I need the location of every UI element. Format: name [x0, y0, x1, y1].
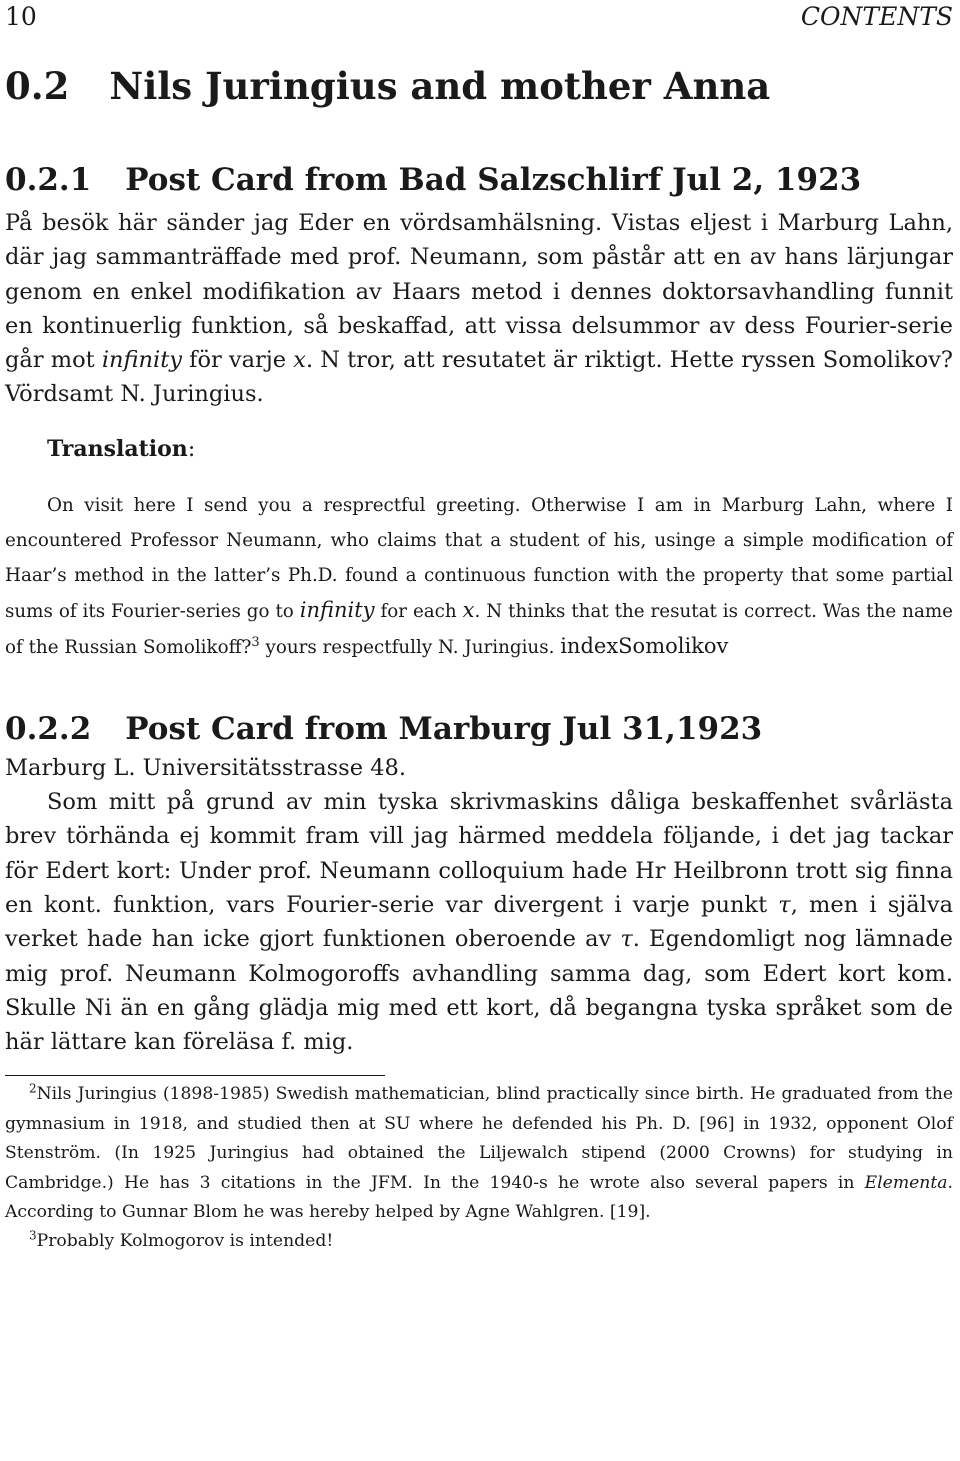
- trans-index: indexSomolikov: [560, 633, 729, 658]
- footnote-2-italic: Elementa: [864, 1172, 948, 1193]
- footnote-mark-3: 3: [251, 634, 260, 650]
- card1-title: Post Card from Bad Salzschlirf Jul 2, 1923: [125, 162, 862, 198]
- card1-text: [5, 206, 953, 412]
- card2-address: Marburg L. Universitätsstrasse 48.: [5, 754, 406, 781]
- footnote-3-text: Probably Kolmogorov is intended!: [36, 1231, 334, 1252]
- card1-number: 0.2.1: [5, 162, 92, 198]
- section-title: Nils Juringius and mother Anna: [109, 64, 771, 108]
- card1-text-b: för varje: [181, 347, 294, 374]
- footnote-2-text-a: Nils Juringius (1898-1985) Swedish mathematician, blind practically since birth. He graduated from the gymnasium in 1918, and studied then at SU where he defended his Ph. D. [96] in 1932, opponent Olof Stenström. (In 1925 Juringius had obtained the Liljewalch stipend (2000 Crowns) for studying in Cambridge.) He has 3 citations in the JFM. In the 1940-s he wrote also several papers in: [5, 1084, 953, 1193]
- translation-text: [5, 488, 953, 665]
- card1-text-c: . N tror, att resutatet är riktigt. Hette ryssen Somolikov? Vördsamt N. Juringius.: [5, 347, 953, 408]
- card2-text: [5, 785, 953, 1059]
- running-head: [5, 0, 953, 30]
- translation-label: [47, 432, 953, 467]
- math-x: x: [293, 347, 306, 374]
- card2-number: 0.2.2: [5, 710, 92, 747]
- card2-text-c: . Egendomligt nog lämnade mig prof. Neumann Kolmogoroffs avhandling samma dag, som Edert kort kom. Skulle Ni än en gång glädja mig med ett kort, då begangna tyska språket som de här lättare kan föreläsa f. mig.: [5, 926, 953, 1056]
- footnote-2-mark: 2: [29, 1081, 37, 1096]
- footnote-2-text-b: . According to Gunnar Blom he was hereby helped by Agne Wahlgren. [19].: [5, 1172, 953, 1223]
- footnote-3: [5, 1227, 953, 1256]
- card1-text-a: På besök här sänder jag Eder en vördsamhälsning. Vistas eljest i Marburg Lahn, där jag sammanträffade med prof. Neumann, som påstår att en av hans lärjungar genom en enkel modifikation av Haars metod i dennes doktorsavhandling funnit en kontinuerlig funktion, så beskaffad, att vissa delsummor av dess Fourier-serie går mot: [5, 210, 953, 374]
- document-page: [5, 0, 953, 1257]
- translation-colon: :: [187, 436, 196, 462]
- section-number: 0.2: [5, 64, 70, 108]
- page-number: 10: [5, 2, 37, 31]
- card2-title: Post Card from Marburg Jul 31,1923: [125, 710, 763, 747]
- trans-text-a: On visit here I send you a resprectful greeting. Otherwise I am in Marburg Lahn, where I encountered Professor Neumann, who claims that a student of his, usinge a simple modification of Haar’s method in the latter’s Ph.D. found a continuous function with the property that some partial sums of its Fourier-series go to: [5, 494, 953, 622]
- trans-text-d: yours respectfully N. Juringius.: [259, 636, 561, 658]
- math-infinity: infinity: [101, 347, 182, 374]
- footnote-3-mark: 3: [29, 1228, 37, 1243]
- section-heading: [5, 64, 953, 108]
- footnote-2: [5, 1080, 953, 1227]
- trans-math-infinity: infinity: [299, 597, 375, 622]
- translation-label-text: Translation: [47, 435, 188, 462]
- trans-text-b: for each: [374, 600, 463, 622]
- running-head-title: CONTENTS: [800, 2, 953, 31]
- trans-text-c: . N thinks that the resutat is correct. Was the name of the Russian Somolikoff?: [5, 600, 953, 658]
- card2-text-b: , men i själva verket hade han icke gjort funktionen oberoende av: [5, 891, 953, 953]
- card1-heading: [5, 160, 953, 200]
- math-tau-2: τ: [620, 926, 633, 953]
- card2-text-a: Som mitt på grund av min tyska skrivmaskins dåliga beskaffenhet svårlästa brev törhända ej kommit fram vill jag härmed meddela följande, i det jag tackar för Edert kort: Under prof. Neumann colloquium hade Hr Heilbronn trott sig finna en kont. funktion, vars Fourier-serie var divergent i varje punkt: [5, 789, 953, 918]
- trans-math-x: x: [462, 597, 475, 622]
- footnote-rule: [5, 1075, 385, 1076]
- math-tau: τ: [778, 891, 791, 918]
- card2-heading: [5, 709, 953, 749]
